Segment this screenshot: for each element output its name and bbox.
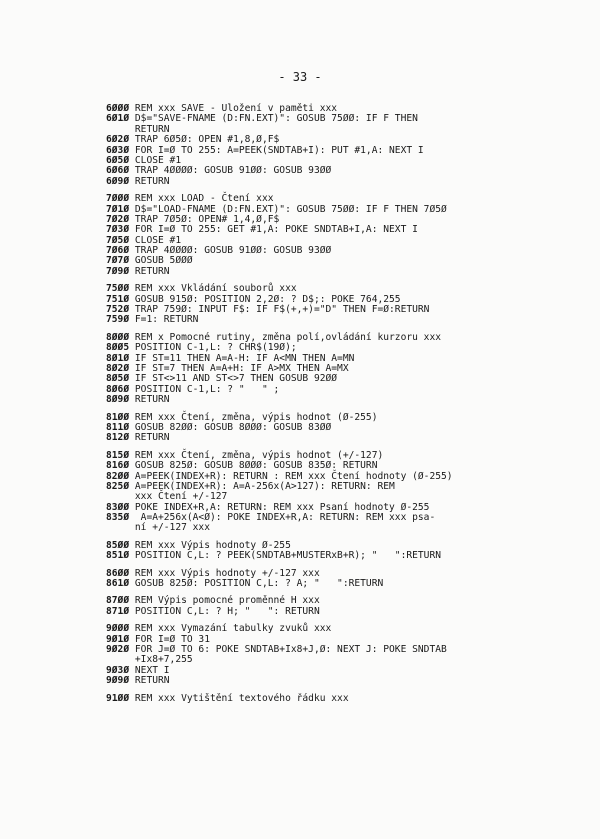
- code-text: A=PEEK(INDEX+R): RETURN : REM xxx Čtení hodnoty (Ø-255): [134, 470, 453, 482]
- basic-listing: [106, 104, 592, 704]
- code-text: RETURN: [134, 265, 170, 277]
- code-text: GOSUB 82ØØ: GOSUB 8ØØØ: GOSUB 83ØØ: [134, 421, 332, 433]
- code-text: REM xxx SAVE - Uložení v paměti xxx: [134, 103, 338, 114]
- code-line: [106, 676, 592, 686]
- line-number: 7Ø1Ø: [106, 203, 130, 215]
- code-text: REM xxx Vymazání tabulky zvuků xxx: [134, 623, 332, 635]
- line-number: 751Ø: [106, 293, 130, 305]
- code-line: [106, 655, 592, 665]
- line-number: 6Ø5Ø: [106, 154, 130, 166]
- line-number: 85ØØ: [106, 539, 130, 551]
- line-number: 6Ø3Ø: [106, 144, 130, 156]
- code-text: IF ST=11 THEN A=A-H: IF A<MN THEN A=MN: [134, 352, 355, 364]
- code-text: RETURN: [134, 675, 170, 687]
- code-text: ní +/-127 xxx: [134, 522, 210, 534]
- code-text: GOSUB 5ØØØ: [134, 255, 193, 267]
- code-text: RETURN: [134, 175, 170, 187]
- line-number: 6Ø1Ø: [106, 113, 130, 125]
- code-text: NEXT I: [134, 664, 170, 676]
- code-text: TRAP 7Ø5Ø: OPEN# 1,4,Ø,F$: [134, 213, 280, 225]
- code-text: TRAP 759Ø: INPUT F$: IF F$(+,+)="D" THEN F=Ø:RETURN: [134, 304, 430, 316]
- line-number: [106, 522, 129, 533]
- line-number: 75ØØ: [106, 283, 130, 295]
- code-text: A=A+256x(A<Ø): POKE INDEX+R,A: RETURN: REM xxx psa-: [134, 512, 436, 524]
- line-number: 9ØØØ: [106, 623, 130, 635]
- code-text: REM xxx Čtení, změna, výpis hodnot (+/-127): [134, 449, 384, 461]
- line-number: 861Ø: [106, 578, 130, 590]
- code-line: [106, 395, 592, 405]
- line-number: 835Ø: [106, 512, 130, 524]
- code-text: REM Výpis pomocné proměnné H xxx: [134, 595, 320, 607]
- line-number: 816Ø: [106, 460, 130, 472]
- line-number: 83ØØ: [106, 501, 130, 513]
- line-number: 6Ø2Ø: [106, 134, 130, 146]
- code-text: GOSUB 825Ø: GOSUB 8ØØØ: GOSUB 835Ø: RETURN: [134, 460, 378, 472]
- line-number: 752Ø: [106, 304, 130, 316]
- line-number: 7Ø2Ø: [106, 213, 130, 225]
- code-line: [106, 666, 592, 676]
- code-text: RETURN: [134, 432, 170, 444]
- code-line: [106, 523, 592, 533]
- code-text: POSITION C,L: ? PEEK(SNDTAB+MUSTERxB+R); " ":RETURN: [134, 550, 442, 562]
- code-text: POSITION C,L: ? H; " ": RETURN: [134, 605, 320, 617]
- line-number: 7Ø7Ø: [106, 255, 130, 267]
- line-number: 8Ø6Ø: [106, 383, 130, 395]
- code-text: REM xxx Čtení, změna, výpis hodnot (Ø-255): [134, 411, 378, 423]
- code-text: xxx Čtení +/-127: [134, 491, 228, 503]
- line-number: 759Ø: [106, 314, 130, 326]
- code-line: [106, 385, 592, 395]
- line-number: 8Ø9Ø: [106, 394, 130, 406]
- code-text: IF ST=7 THEN A=A+H: IF A>MX THEN A=MX: [134, 362, 349, 374]
- line-number: 9Ø1Ø: [106, 633, 130, 645]
- code-text: FOR I=Ø TO 31: [134, 633, 210, 645]
- code-text: POSITION C-1,L: ? " " ;: [134, 383, 280, 395]
- code-line: [106, 177, 592, 187]
- line-number: 91ØØ: [106, 692, 130, 704]
- code-text: CLOSE #1: [134, 234, 182, 246]
- code-line: [106, 166, 592, 176]
- line-number: 86ØØ: [106, 567, 130, 579]
- line-number: 8Ø1Ø: [106, 352, 130, 364]
- code-text: A=PEEK(INDEX+R): A=A-256x(A>127): RETURN: REM: [134, 480, 395, 492]
- code-line: [106, 423, 592, 433]
- line-number: 7ØØØ: [106, 193, 130, 205]
- line-number: 815Ø: [106, 449, 130, 461]
- line-number: 8ØØØ: [106, 331, 130, 343]
- line-number: 9Ø3Ø: [106, 664, 130, 676]
- code-text: RETURN: [134, 123, 170, 135]
- code-text: POKE INDEX+R,A: RETURN: REM xxx Psaní hodnoty Ø-255: [134, 501, 430, 513]
- line-number: 6ØØØ: [106, 103, 130, 114]
- line-number: 7Ø3Ø: [106, 224, 130, 236]
- code-text: CLOSE #1: [134, 154, 182, 166]
- code-text: FOR I=Ø TO 255: GET #1,A: POKE SNDTAB+I,A: NEXT I: [134, 224, 418, 236]
- code-line: [106, 579, 592, 589]
- code-text: POSITION C-1,L: ? CHR$(19Ø);: [134, 342, 297, 354]
- line-number: 825Ø: [106, 480, 130, 492]
- code-text: F=1: RETURN: [134, 314, 199, 326]
- line-number: 851Ø: [106, 550, 130, 562]
- line-number: 8Ø2Ø: [106, 362, 130, 374]
- line-number: 9Ø2Ø: [106, 643, 130, 655]
- line-number: 811Ø: [106, 421, 130, 433]
- code-line: [106, 315, 592, 325]
- line-number: 6Ø6Ø: [106, 165, 130, 177]
- code-text: D$="SAVE-FNAME (D:FN.EXT)": GOSUB 75ØØ: IF F THEN: [134, 113, 418, 125]
- code-text: TRAP 4ØØØØ: GOSUB 91ØØ: GOSUB 93ØØ: [134, 245, 332, 257]
- line-number: 7Ø9Ø: [106, 265, 130, 277]
- code-text: D$="LOAD-FNAME (D:FN.EXT)": GOSUB 75ØØ: IF F THEN 7Ø5Ø: [134, 203, 447, 215]
- line-number: [106, 491, 129, 502]
- code-text: REM xxx Výpis hodnoty Ø-255: [134, 539, 291, 551]
- code-line: [106, 114, 592, 124]
- line-number: 9Ø9Ø: [106, 675, 130, 687]
- code-line: [106, 694, 592, 704]
- code-line: [106, 256, 592, 266]
- code-text: IF ST<>11 AND ST<>7 THEN GOSUB 92ØØ: [134, 373, 338, 385]
- line-number: 812Ø: [106, 432, 130, 444]
- code-line: [106, 607, 592, 617]
- code-text: TRAP 6Ø5Ø: OPEN #1,8,Ø,F$: [134, 134, 280, 146]
- line-number: [106, 654, 129, 665]
- code-text: GOSUB 915Ø: POSITION 2,2Ø: ? D$;: POKE 764,255: [134, 293, 401, 305]
- code-text: +Ix8+7,255: [134, 654, 193, 666]
- code-text: REM xxx LOAD - Čtení xxx: [134, 193, 274, 205]
- code-text: REM x Pomocné rutiny, změna polí,ovládání kurzoru xxx: [134, 331, 442, 343]
- code-text: FOR J=Ø TO 6: POKE SNDTAB+Ix8+J,Ø: NEXT J: POKE SNDTAB: [134, 643, 447, 655]
- code-text: REM xxx Vytištění textového řádku xxx: [134, 692, 349, 704]
- code-text: RETURN: [134, 394, 170, 406]
- line-number: 87ØØ: [106, 595, 130, 607]
- line-number: 7Ø5Ø: [106, 234, 130, 246]
- code-text: GOSUB 825Ø: POSITION C,L: ? A; " ":RETURN: [134, 578, 384, 590]
- line-number: 81ØØ: [106, 411, 130, 423]
- code-text: REM xxx Výpis hodnoty +/-127 xxx: [134, 567, 320, 579]
- line-number: 82ØØ: [106, 470, 130, 482]
- code-line: [106, 433, 592, 443]
- code-text: TRAP 4ØØØØ: GOSUB 91ØØ: GOSUB 93ØØ: [134, 165, 332, 177]
- line-number: 871Ø: [106, 605, 130, 617]
- line-number: 8ØØ5: [106, 342, 130, 354]
- code-line: [106, 551, 592, 561]
- code-text: REM xxx Vkládání souborů xxx: [134, 283, 297, 295]
- code-line: [106, 267, 592, 277]
- code-text: FOR I=Ø TO 255: A=PEEK(SNDTAB+I): PUT #1,A: NEXT I: [134, 144, 424, 156]
- line-number: 6Ø9Ø: [106, 175, 130, 187]
- line-number: 8Ø5Ø: [106, 373, 130, 385]
- line-number: 7Ø6Ø: [106, 245, 130, 257]
- page-number: - 33 -: [278, 70, 322, 84]
